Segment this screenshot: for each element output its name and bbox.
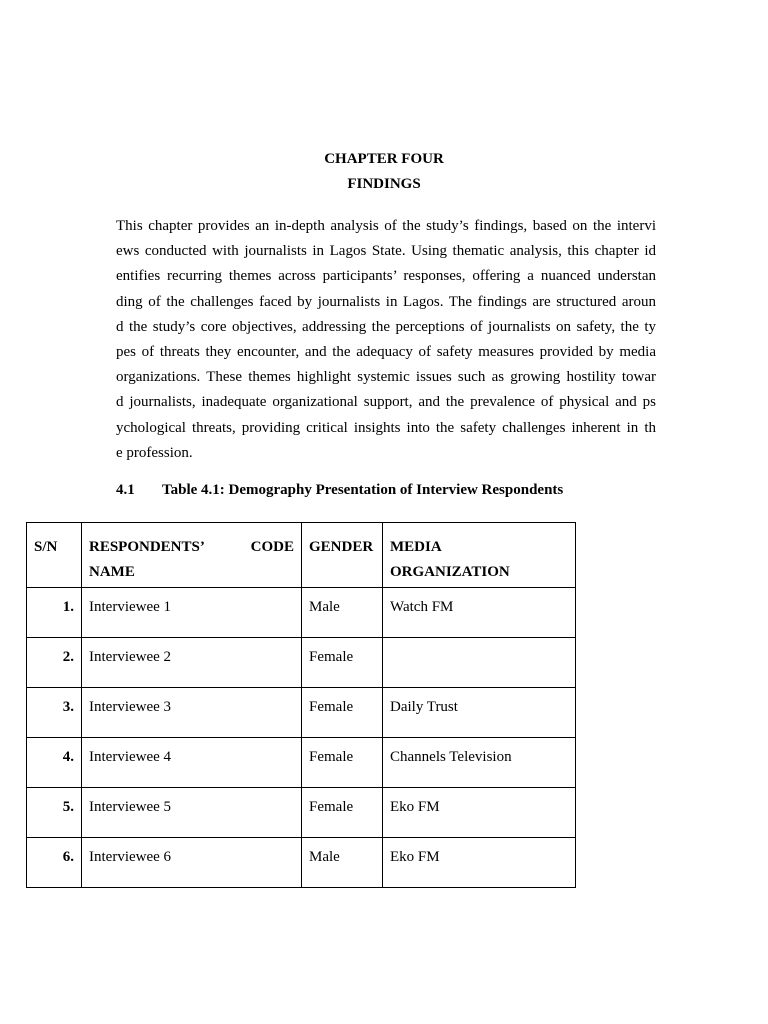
header-sn	[27, 523, 82, 588]
demography-table	[26, 522, 576, 888]
header-gender-label: GENDER	[309, 539, 374, 555]
row-respondent: Interviewee 3	[82, 688, 302, 738]
paragraph-line: entifies recurring themes across participants’ responses, offering a nuanced understan	[116, 268, 656, 285]
row-organization: Daily Trust	[383, 688, 576, 738]
row-organization: Eko FM	[383, 838, 576, 888]
row-organization	[383, 638, 576, 688]
table-row	[27, 688, 576, 738]
row-gender: Female	[302, 638, 383, 688]
row-organization: Eko FM	[383, 788, 576, 838]
paragraph-line: e profession.	[116, 444, 193, 461]
row-sn: 1.	[27, 588, 82, 638]
header-media-label: MEDIA	[390, 539, 442, 555]
header-name-label: NAME	[89, 564, 135, 580]
row-organization: Channels Television	[383, 738, 576, 788]
table-row	[27, 838, 576, 888]
paragraph-line: pes of threats they encounter, and the adequacy of safety measures provided by media	[116, 343, 656, 360]
paragraph-line: d the study’s core objectives, addressing the perceptions of journalists on safety, the ty	[116, 318, 656, 335]
row-gender: Female	[302, 738, 383, 788]
row-sn: 2.	[27, 638, 82, 688]
header-respondent-label: RESPONDENTS’	[89, 539, 205, 555]
paragraph-line: ews conducted with journalists in Lagos State. Using thematic analysis, this chapter id	[116, 243, 656, 260]
row-organization: Watch FM	[383, 588, 576, 638]
paragraph-line: ychological threats, providing critical insights into the safety challenges inherent in th	[116, 419, 656, 436]
table-header-row	[27, 523, 576, 588]
table-caption-text: Table 4.1: Demography Presentation of Interview Respondents	[162, 482, 564, 498]
header-code-label: CODE	[250, 539, 294, 555]
header-sn-label: S/N	[34, 539, 58, 555]
header-gender	[302, 523, 383, 588]
row-gender: Male	[302, 838, 383, 888]
table-row	[27, 638, 576, 688]
row-gender: Female	[302, 688, 383, 738]
row-respondent: Interviewee 1	[82, 588, 302, 638]
header-media	[383, 523, 576, 588]
row-respondent: Interviewee 6	[82, 838, 302, 888]
row-respondent: Interviewee 2	[82, 638, 302, 688]
header-organization-label: ORGANIZATION	[390, 564, 510, 580]
row-sn: 6.	[27, 838, 82, 888]
table-caption	[116, 482, 563, 499]
table-row	[27, 738, 576, 788]
row-respondent: Interviewee 4	[82, 738, 302, 788]
row-sn: 3.	[27, 688, 82, 738]
row-sn: 4.	[27, 738, 82, 788]
chapter-number-heading: CHAPTER FOUR	[324, 151, 444, 167]
paragraph-line: This chapter provides an in-depth analysis of the study’s findings, based on the intervi	[116, 218, 656, 234]
paragraph-line: ding of the challenges faced by journalists in Lagos. The findings are structured aroun	[116, 293, 656, 310]
chapter-title-heading: FINDINGS	[347, 176, 421, 192]
row-gender: Female	[302, 788, 383, 838]
row-respondent: Interviewee 5	[82, 788, 302, 838]
paragraph-line: organizations. These themes highlight systemic issues such as growing hostility towar	[116, 369, 656, 386]
paragraph-line: d journalists, inadequate organizational support, and the prevalence of physical and ps	[116, 394, 656, 411]
intro-paragraph	[116, 214, 656, 466]
header-respondent	[82, 523, 302, 588]
table-row	[27, 588, 576, 638]
row-sn: 5.	[27, 788, 82, 838]
table-row	[27, 788, 576, 838]
row-gender: Male	[302, 588, 383, 638]
section-number: 4.1	[116, 482, 135, 498]
